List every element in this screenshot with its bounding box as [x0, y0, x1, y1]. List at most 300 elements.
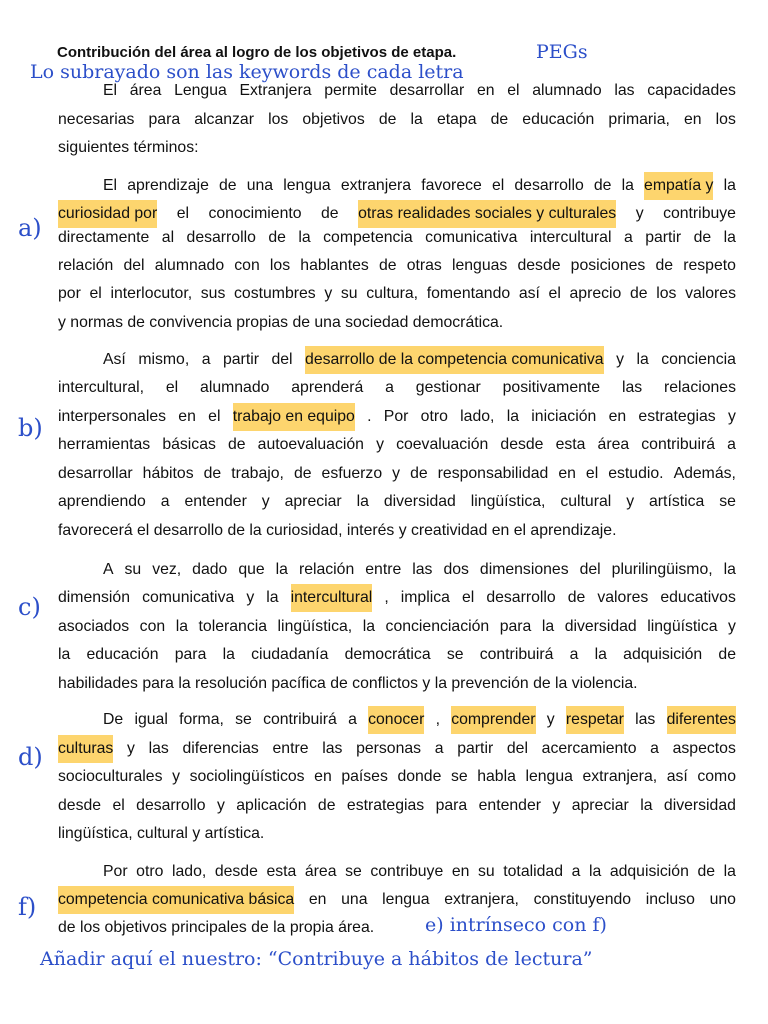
text-line [58, 886, 736, 914]
word: asociados [58, 618, 130, 635]
word: desde [58, 797, 102, 814]
word: hábitos [142, 465, 194, 482]
word: implica [400, 589, 450, 606]
text-line [58, 403, 736, 431]
margin-letter-a: a) [18, 214, 42, 242]
text-line [103, 858, 736, 886]
word: la [275, 561, 288, 578]
word: cultural [560, 493, 612, 510]
handwritten-pegs-note: PEGs [536, 41, 588, 63]
word: extranjera [340, 177, 412, 194]
word: valores [685, 285, 736, 302]
word: el [491, 177, 505, 194]
word: de [693, 229, 712, 246]
word: y [324, 285, 333, 302]
word: intercultural, [58, 379, 145, 396]
word: con [234, 257, 260, 274]
word: de [203, 465, 222, 482]
word: favorece [421, 177, 482, 194]
word: constituyendo [533, 891, 632, 908]
text-line [58, 641, 736, 669]
word: Lengua [174, 82, 227, 99]
word: en [314, 768, 332, 785]
word: estrategias [346, 797, 425, 814]
word: se [719, 493, 736, 510]
word: Por [383, 408, 409, 425]
word: hablantes [300, 257, 369, 274]
text-line [58, 460, 736, 488]
word: y [727, 408, 736, 425]
text-line [103, 77, 736, 105]
word: De [103, 711, 124, 728]
word: El [103, 177, 118, 194]
word: la [541, 618, 555, 635]
word: contribuirá [641, 436, 716, 453]
word: uno [709, 891, 736, 908]
word: dado [192, 561, 228, 578]
word: la [175, 618, 188, 635]
word: contribuirá [479, 646, 554, 663]
keyword-highlight: curiosidad por [58, 200, 157, 228]
word: a [623, 229, 633, 246]
word: entre [365, 561, 402, 578]
word: en [178, 408, 196, 425]
word: de [718, 646, 736, 663]
word: dimensión [58, 589, 131, 606]
word: del [579, 561, 601, 578]
word: aprenderá [291, 379, 364, 396]
word: esta [555, 436, 586, 453]
word: educativos [660, 589, 736, 606]
word: desarrollo [186, 229, 256, 246]
word: artística [649, 493, 705, 510]
word: en [608, 408, 627, 425]
word: personas [356, 740, 422, 757]
word: interpersonales [58, 408, 167, 425]
word: la [58, 646, 71, 663]
word: lenguas [451, 257, 508, 274]
word: a [434, 740, 444, 757]
text-line [58, 224, 736, 252]
word: dos [443, 561, 469, 578]
word: democrática [344, 646, 431, 663]
word: el [208, 408, 221, 425]
keyword-highlight: comprender [451, 706, 535, 734]
text-segment: favorecerá el desarrollo de la curiosidad, interés y creatividad en el aprendizaje. [58, 522, 617, 539]
word: los [269, 257, 291, 274]
word: educación [522, 111, 595, 128]
text-line [58, 735, 736, 763]
keyword-highlight: conocer [368, 706, 424, 734]
word: autoevaluación [257, 436, 364, 453]
word: el [507, 82, 520, 99]
word: desde [214, 863, 258, 880]
word: relaciones [663, 379, 736, 396]
word: diversidad [663, 797, 736, 814]
text-line [58, 252, 736, 280]
word: la [594, 646, 607, 663]
word: para [148, 111, 181, 128]
word: posiciones [570, 257, 646, 274]
text-line [58, 613, 736, 641]
word: lengua [525, 768, 573, 785]
word: y [616, 351, 624, 368]
word: desarrollo [514, 177, 584, 194]
word: de [219, 177, 237, 194]
word: de [378, 111, 397, 128]
word: y [635, 205, 644, 222]
word: herramientas [58, 436, 151, 453]
word: a [569, 646, 579, 663]
word: y [728, 618, 736, 635]
word: a [160, 493, 170, 510]
word: alumnado [532, 82, 602, 99]
word: las [412, 561, 433, 578]
word: estudio. [608, 465, 664, 482]
text-line [58, 820, 736, 848]
word: en [476, 82, 495, 99]
word: donde [397, 768, 442, 785]
word: aprendizaje [127, 177, 209, 194]
word: los [715, 111, 736, 128]
word: dimensiones [479, 561, 569, 578]
text-segment: lingüística, cultural y artística. [58, 825, 265, 842]
word: diversidad [564, 618, 637, 635]
keyword-highlight: otras realidades sociales y culturales [358, 200, 616, 228]
word: y [552, 797, 561, 814]
text-line [58, 914, 736, 942]
word: área [129, 82, 162, 99]
word: una [341, 891, 368, 908]
word: partir [222, 351, 259, 368]
word: el [548, 285, 561, 302]
word: la [723, 229, 736, 246]
word: la [621, 177, 634, 194]
word: su [477, 863, 495, 880]
word: vez, [152, 561, 182, 578]
word: y [246, 589, 255, 606]
word: de [293, 465, 312, 482]
word: su [124, 561, 142, 578]
word: necesarias [58, 111, 135, 128]
word: en [683, 111, 702, 128]
word: y [376, 436, 384, 453]
word: y [626, 493, 635, 510]
word: intercultural [529, 229, 612, 246]
word: desarrollo [136, 797, 206, 814]
text-line [58, 670, 736, 698]
word: extranjera, [444, 891, 519, 908]
word: aplicación [236, 797, 307, 814]
text-line [58, 374, 736, 402]
word: en [451, 863, 470, 880]
word: lingüística, [470, 493, 546, 510]
word: Además, [673, 465, 736, 482]
word: y [216, 797, 225, 814]
keyword-highlight: trabajo en equipo [233, 403, 355, 431]
word: al [161, 229, 175, 246]
word: una [246, 177, 274, 194]
word: positivamente [502, 379, 601, 396]
word: el [89, 285, 102, 302]
word: la [723, 177, 736, 194]
keyword-highlight: diferentes [667, 706, 736, 734]
word: de [593, 177, 612, 194]
word: iniciación [531, 408, 597, 425]
margin-letter-c: c) [18, 593, 41, 621]
word: el [165, 379, 179, 396]
text-line [103, 172, 736, 200]
word: la [506, 408, 520, 425]
word: entre [272, 740, 309, 757]
word: a [727, 436, 736, 453]
word: desarrollar [389, 82, 465, 99]
word: la [410, 111, 423, 128]
word: alumnado [154, 257, 225, 274]
word: y [261, 493, 270, 510]
word: para [435, 797, 468, 814]
word: de [655, 257, 674, 274]
document-title: Contribución del área al logro de los objetivos de etapa. [57, 44, 457, 61]
word: a [201, 351, 211, 368]
word: a [650, 740, 659, 757]
word: se [446, 646, 464, 663]
word: lengua [382, 891, 430, 908]
word: comunicativa [425, 229, 518, 246]
word: acercamiento [541, 740, 637, 757]
word: para [499, 618, 532, 635]
word: así [666, 768, 688, 785]
word: con [139, 618, 166, 635]
margin-letter-b: b) [18, 414, 43, 442]
word: concienciación [385, 618, 490, 635]
word: Por [103, 863, 128, 880]
word: lado, [171, 863, 207, 880]
word: el [176, 205, 189, 222]
word: , [384, 589, 389, 606]
word: plurilingüismo, [611, 561, 713, 578]
word: contribuye [370, 863, 444, 880]
text-line [58, 792, 736, 820]
text-line [103, 556, 736, 584]
word: partir [645, 229, 682, 246]
word: lengua [283, 177, 331, 194]
word: en [308, 891, 327, 908]
word: las [148, 740, 169, 757]
word: del [271, 351, 293, 368]
text-line [58, 763, 736, 791]
word: se [235, 711, 252, 728]
word: la [222, 646, 235, 663]
word: partir [457, 740, 494, 757]
word: comunicativa [142, 589, 235, 606]
text-line [58, 106, 736, 134]
text-segment: siguientes términos: [58, 139, 199, 156]
text-line [58, 488, 736, 516]
word: adquisición [623, 646, 703, 663]
word: valores [597, 589, 649, 606]
word: a [348, 711, 357, 728]
word: tolerancia [198, 618, 268, 635]
word: la [266, 589, 279, 606]
word: coevaluación [396, 436, 489, 453]
word: , [435, 711, 440, 728]
word: los [268, 111, 289, 128]
keyword-highlight: culturas [58, 735, 113, 763]
word: educación [86, 646, 159, 663]
word: básicas [162, 436, 216, 453]
word: conocimiento [208, 205, 302, 222]
word: aprecio [569, 285, 622, 302]
word: apreciar [284, 493, 342, 510]
word: las [621, 379, 643, 396]
text-line [103, 346, 736, 374]
word: de [317, 797, 336, 814]
word: área [597, 436, 630, 453]
text-line [58, 134, 736, 162]
word: desde [517, 257, 561, 274]
word: mismo, [138, 351, 190, 368]
word: en [558, 465, 576, 482]
word: del [123, 257, 145, 274]
word: la [723, 863, 736, 880]
word: otro [420, 408, 448, 425]
word: permite [324, 82, 377, 99]
word: desarrollar [58, 465, 133, 482]
word: países [341, 768, 388, 785]
word: la [356, 493, 369, 510]
word: de [268, 229, 286, 246]
word: se [450, 768, 468, 785]
word: el [461, 589, 475, 606]
word: lado, [460, 408, 495, 425]
margin-letter-d: d) [18, 743, 43, 771]
word: alumnado [200, 379, 270, 396]
word: se [345, 863, 362, 880]
word: área [304, 863, 337, 880]
word: esta [266, 863, 297, 880]
keyword-highlight: competencia comunicativa básica [58, 886, 294, 914]
word: contribuye [663, 205, 736, 222]
word: aprendiendo [58, 493, 146, 510]
word: esfuerzo [321, 465, 383, 482]
word: directamente [58, 229, 150, 246]
word: Así [103, 351, 126, 368]
word: desarrollo [486, 589, 556, 606]
word: aspectos [672, 740, 736, 757]
word: gestionar [415, 379, 481, 396]
word: el [112, 797, 125, 814]
word: fomentando [426, 285, 511, 302]
word: sus [200, 285, 226, 302]
word: estrategias [638, 408, 716, 425]
word: el [585, 465, 599, 482]
word: así [518, 285, 540, 302]
word: relación [298, 561, 355, 578]
margin-letter-f: f) [18, 893, 37, 921]
keyword-highlight: empatía y [644, 172, 713, 200]
word: la [588, 863, 602, 880]
word: El [103, 82, 118, 99]
word: sociolingüísticos [189, 768, 305, 785]
word: la [640, 797, 653, 814]
handwritten-note-add: Añadir aquí el nuestro: “Contribuye a hábitos de lectura” [40, 948, 593, 970]
word: respeto [683, 257, 736, 274]
word: otro [136, 863, 164, 880]
word: las [614, 82, 635, 99]
word: apreciar [571, 797, 629, 814]
word: y [172, 768, 180, 785]
word: de [629, 285, 648, 302]
keyword-highlight: desarrollo de la competencia comunicativa [305, 346, 604, 374]
text-segment: y normas de convivencia propias de una sociedad democrática. [58, 314, 504, 331]
word: de [490, 111, 509, 128]
word: alcanzar [194, 111, 254, 128]
word: la [298, 229, 311, 246]
word: habla [477, 768, 516, 785]
word: de [410, 465, 428, 482]
word: entender [478, 797, 541, 814]
word: interlocutor, [110, 285, 193, 302]
word: desde [500, 436, 544, 453]
word: su [340, 285, 358, 302]
word: objetivos [302, 111, 365, 128]
word: y [392, 465, 401, 482]
word: del [506, 740, 528, 757]
word: diversidad [383, 493, 456, 510]
word: de [697, 863, 716, 880]
word: adquisición [609, 863, 689, 880]
word: extranjera, [582, 768, 658, 785]
word: la [362, 618, 376, 635]
text-segment: habilidades para la resolución pacífica de conflictos y la prevención de la violencia. [58, 675, 638, 692]
word: otras [406, 257, 442, 274]
text-line [58, 517, 736, 545]
text-line [58, 309, 736, 337]
word: como [697, 768, 736, 785]
word: de [378, 257, 397, 274]
word: A [103, 561, 114, 578]
handwritten-keywords-note: Lo subrayado son las keywords de cada letra [30, 61, 464, 83]
word: etapa [436, 111, 477, 128]
word: costumbres [234, 285, 316, 302]
word: igual [134, 711, 168, 728]
word: de [227, 436, 246, 453]
word: . [367, 408, 372, 425]
word: y [546, 711, 555, 728]
word: diferencias [182, 740, 259, 757]
word: Extranjera [239, 82, 312, 99]
word: para [174, 646, 207, 663]
word: responsabilidad [437, 465, 549, 482]
word: cultura, [366, 285, 419, 302]
text-segment: de los objetivos principales de la propia área. [58, 919, 375, 936]
text-line [58, 280, 736, 308]
word: por [58, 285, 81, 302]
word: lingüística, [277, 618, 353, 635]
word: la [636, 351, 649, 368]
word: contribuirá [263, 711, 337, 728]
word: a [571, 863, 581, 880]
word: y [126, 740, 135, 757]
word: relación [58, 257, 114, 274]
word: la [723, 561, 736, 578]
text-line [58, 431, 736, 459]
word: totalidad [503, 863, 563, 880]
word: primaria, [608, 111, 670, 128]
keyword-highlight: respetar [566, 706, 624, 734]
word: las [635, 711, 656, 728]
